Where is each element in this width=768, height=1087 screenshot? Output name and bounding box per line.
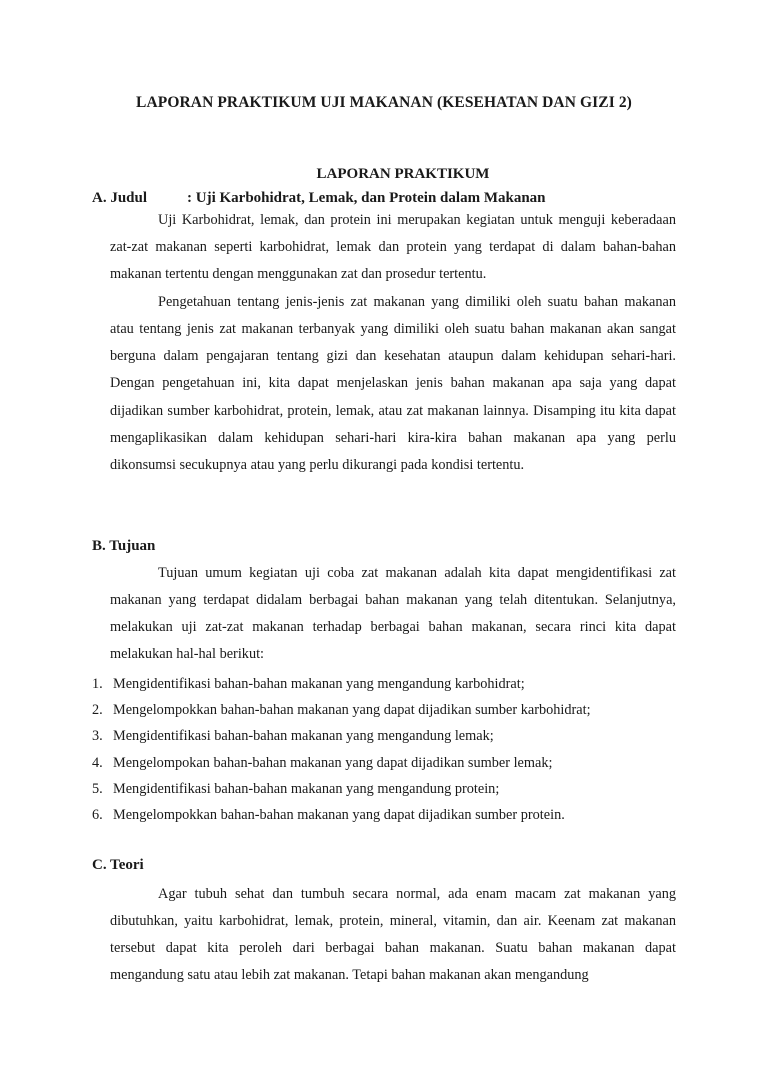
list-item (92, 723, 591, 749)
list-item-number: 6. (92, 806, 103, 823)
list-item-text: Mengelompokkan bahan-bahan makanan yang dapat dijadikan sumber karbohidrat; (113, 702, 591, 719)
section-a-title: : Uji Karbohidrat, Lemak, dan Protein dalam Makanan (187, 190, 546, 206)
section-a-heading (92, 190, 546, 207)
list-item-text: Mengidentifikasi bahan-bahan makanan yang mengandung protein; (113, 780, 500, 797)
tujuan-list (92, 671, 591, 828)
section-a-paragraph-2-text: Pengetahuan tentang jenis-jenis zat makanan yang dimiliki oleh suatu bahan makanan atau tentang jenis zat makanan terbanyak yang dimiliki oleh suatu bahan makanan akan sangat berguna dalam pengajaran tentang gizi dan kesehatan ataupun dalam kehidupan sehari-hari. Dengan pengetahuan ini, kita dapat menjelaskan jenis bahan makanan apa saja yang dapat dijadikan sumber karbohidrat, protein, lemak, atau zat makanan lainnya. Disamping itu kita dapat mengaplikasikan dalam kehidupan sehari-hari kira-kira bahan makanan apa yang perlu dikonsumsi secukupnya atau yang perlu dikurangi pada kondisi tertentu. (110, 294, 676, 473)
list-item-number: 2. (92, 702, 103, 719)
list-item (92, 776, 591, 802)
list-item-number: 4. (92, 754, 103, 771)
list-item (92, 671, 591, 697)
list-item-text: Mengidentifikasi bahan-bahan makanan yang mengandung karbohidrat; (113, 676, 525, 692)
section-a-paragraph-2 (110, 289, 676, 479)
section-c-paragraph (110, 881, 676, 990)
list-item (92, 697, 591, 723)
section-a-paragraph-1 (110, 207, 676, 288)
report-subtitle: LAPORAN PRAKTIKUM (316, 166, 490, 182)
list-item (92, 802, 591, 828)
section-c-paragraph-text: Agar tubuh sehat dan tumbuh secara normal, ada enam macam zat makanan yang dibutuhkan, yaitu karbohidrat, lemak, protein, mineral, vitamin, dan air. Keenam zat makanan tersebut dapat kita peroleh dari berbagai bahan makanan. Suatu bahan makanan dapat mengandung satu atau lebih zat makanan. Tetapi bahan makanan akan mengandung (110, 886, 676, 984)
section-b-heading: B. Tujuan (92, 538, 156, 554)
section-a-paragraph-1-text: Uji Karbohidrat, lemak, dan protein ini merupakan kegiatan untuk menguji keberadaan zat-zat makanan seperti karbohidrat, lemak dan protein yang terdapat di dalam bahan-bahan makanan tertentu dengan menggunakan zat dan prosedur tertentu. (110, 212, 676, 283)
list-item (92, 750, 591, 776)
section-a-label: A. Judul (92, 190, 148, 206)
section-c-heading: C. Teori (92, 857, 144, 873)
list-item-number: 1. (92, 676, 103, 692)
list-item-text: Mengelompokkan bahan-bahan makanan yang dapat dijadikan sumber protein. (113, 806, 565, 823)
list-item-number: 3. (92, 728, 103, 745)
list-item-text: Mengidentifikasi bahan-bahan makanan yang mengandung lemak; (113, 728, 494, 745)
section-b-paragraph-text: Tujuan umum kegiatan uji coba zat makanan adalah kita dapat mengidentifikasi zat makanan yang terdapat didalam berbagai bahan makanan yang telah ditentukan. Selanjutnya, melakukan uji zat-zat makanan terhadap berbagai bahan makanan, secara rinci kita dapat melakukan hal-hal berikut: (110, 565, 676, 663)
document-title: LAPORAN PRAKTIKUM UJI MAKANAN (KESEHATAN DAN GIZI 2) (136, 94, 632, 111)
list-item-number: 5. (92, 780, 103, 797)
list-item-text: Mengelompokan bahan-bahan makanan yang dapat dijadikan sumber lemak; (113, 754, 553, 771)
section-b-paragraph (110, 560, 676, 669)
